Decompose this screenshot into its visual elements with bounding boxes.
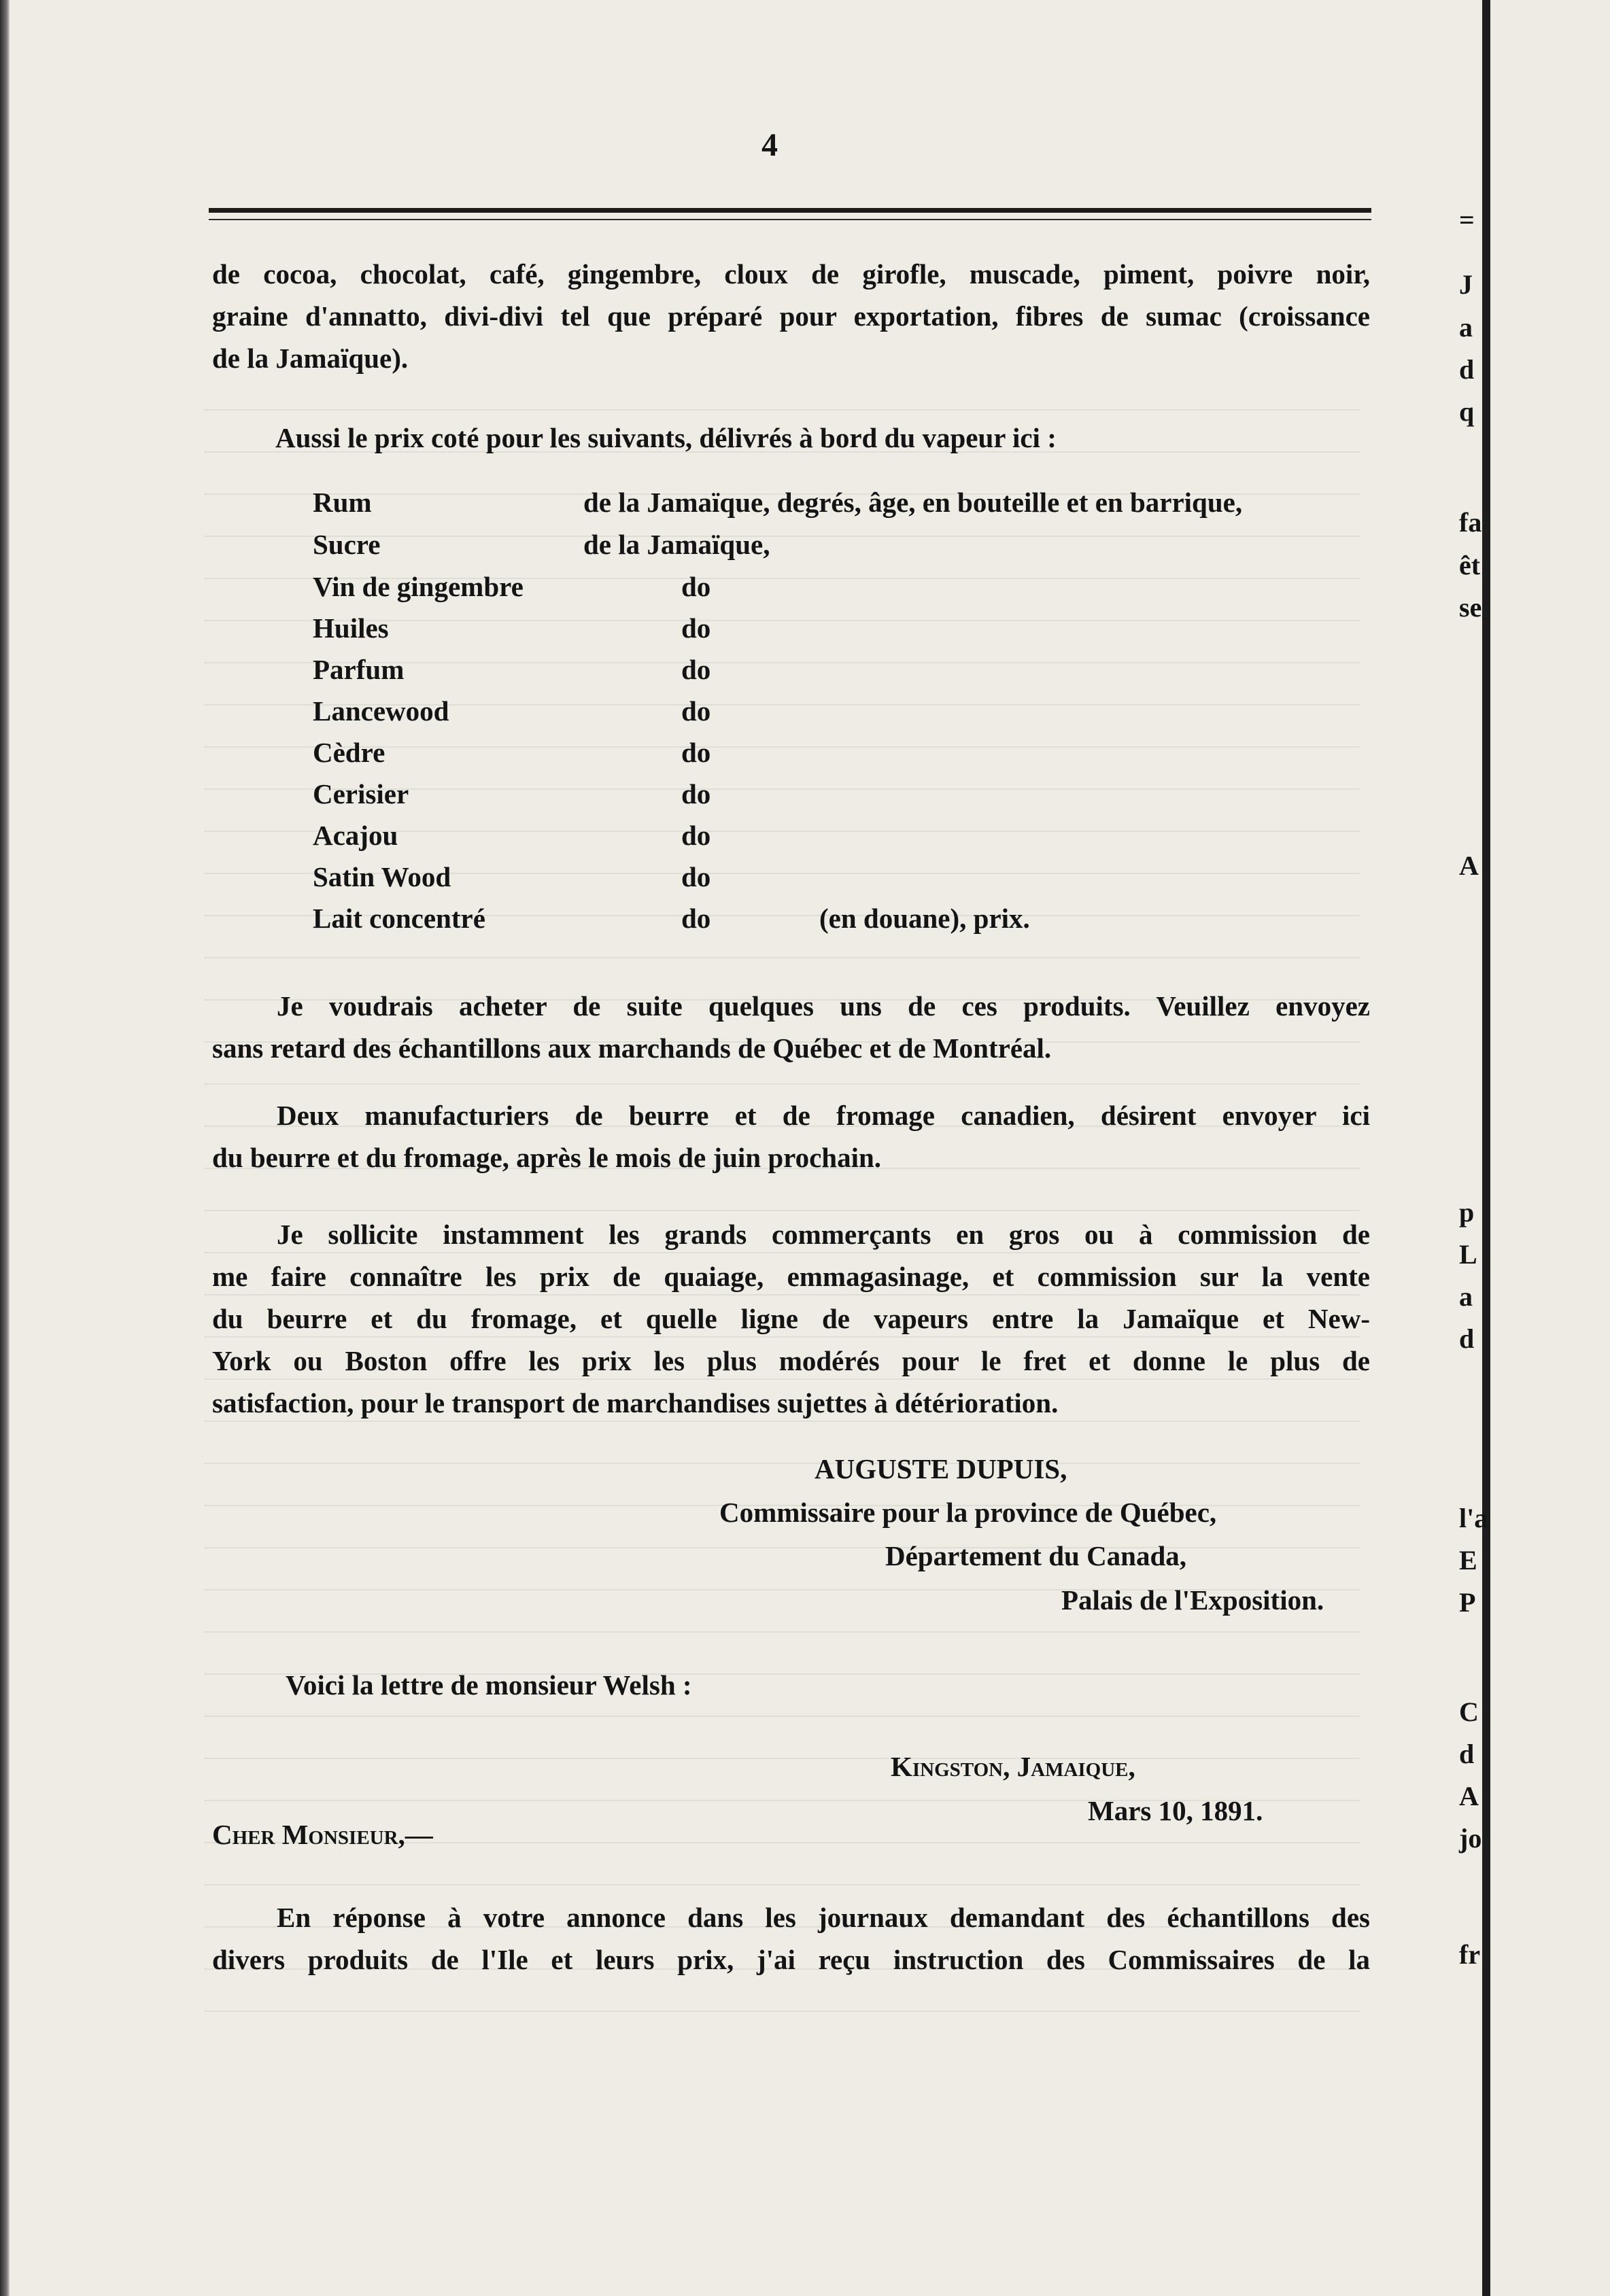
fragment-text: d [1459,1323,1475,1354]
fragment-text: J [1459,269,1473,300]
signature-title: Commissaire pour la province de Québec, [719,1497,1217,1528]
adjacent-page-fragment [1459,0,1610,2296]
voici-line: Voici la lettre de monsieur Welsh : [286,1669,692,1701]
fragment-text: p [1459,1197,1475,1228]
paragraph-line: du beurre et du fromage, et quelle ligne de vapeurs entre la Jamaïque et New- [212,1303,1370,1334]
paragraph-line: Je sollicite instamment les grands commerçants en gros ou à commission de [277,1219,1370,1250]
fragment-text: A [1459,850,1479,881]
paragraph-line: me faire connaître les prix de quaiage, emmagasinage, et commission sur la vente [212,1261,1370,1292]
paragraph-line: Deux manufacturiers de beurre et de fromage canadien, désirent envoyer ici [277,1100,1370,1131]
fragment-text: se [1459,592,1482,623]
product-name: Lancewood [313,695,449,727]
product-name: Huiles [313,612,389,644]
fragment-text: d [1459,1739,1475,1769]
paragraph-line: du beurre et du fromage, après le mois de juin prochain. [212,1142,882,1173]
fragment-text: fa [1459,507,1482,538]
ditto-mark: do [681,737,711,768]
product-name: Rum [313,487,372,518]
ditto-mark: do [681,654,711,685]
fragment-text: fr [1459,1939,1481,1970]
intro-line: de cocoa, chocolat, café, gingembre, cloux de girofle, muscade, piment, poivre noir, [212,258,1370,290]
paragraph-line: York ou Boston offre les prix les plus modérés pour le fret et donne le plus de [212,1345,1370,1376]
product-desc: de la Jamaïque, [583,529,770,560]
signature-name: AUGUSTE DUPUIS, [815,1453,1067,1484]
product-name: Cèdre [313,737,386,768]
fragment-text: L [1459,1239,1477,1270]
paragraph-line: satisfaction, pour le transport de marchandises sujettes à détérioration. [212,1387,1059,1419]
fragment-text: q [1459,396,1475,427]
paragraph-line: En réponse à votre annonce dans les journaux demandant des échantillons des [277,1902,1370,1933]
ditto-mark: do [681,612,711,644]
product-name: Satin Wood [313,861,451,892]
product-name: Cerisier [313,778,409,810]
letter-date: Mars 10, 1891. [1088,1795,1263,1826]
fragment-text: a [1459,1281,1473,1312]
fragment-text: P [1459,1587,1476,1618]
letter-place: Kingston, Jamaique, [891,1751,1135,1782]
ditto-mark: do [681,820,711,851]
fragment-text: E [1459,1545,1477,1576]
signature-place: Palais de l'Exposition. [1061,1584,1324,1616]
aussi-line: Aussi le prix coté pour les suivants, délivrés à bord du vapeur ici : [275,422,1057,453]
intro-line: de la Jamaïque). [212,343,409,374]
page-number: 4 [761,127,778,163]
fragment-text: C [1459,1697,1479,1727]
product-name: Parfum [313,654,405,685]
product-name: Sucre [313,529,381,560]
fragment-text: A [1459,1781,1479,1811]
fragment-text: a [1459,312,1473,343]
salutation: Cher Monsieur,— [212,1819,433,1850]
ditto-mark: do [681,571,711,602]
fragment-text: jo [1459,1823,1482,1854]
ditto-mark: do [681,695,711,727]
product-name: Vin de gingembre [313,571,524,602]
intro-line: graine d'annatto, divi-divi tel que préparé pour exportation, fibres de sumac (croissance [212,300,1370,332]
fragment-text: êt [1459,550,1481,580]
ditto-mark: do [681,903,711,934]
paragraph-line: sans retard des échantillons aux marchands de Québec et de Montréal. [212,1032,1052,1064]
ditto-mark: do [681,861,711,892]
fragment-text: d [1459,354,1475,385]
paragraph-line: Je voudrais acheter de suite quelques uns de ces produits. Veuillez envoyez [277,990,1370,1022]
fragment-text: l'a [1459,1503,1488,1533]
product-desc: de la Jamaïque, degrés, âge, en bouteille et en barrique, [583,487,1243,518]
product-name: Acajou [313,820,398,851]
fragment-text: = [1459,205,1475,235]
product-note: (en douane), prix. [819,903,1030,934]
signature-department: Département du Canada, [885,1540,1187,1571]
ditto-mark: do [681,778,711,810]
product-name: Lait concentré [313,903,485,934]
paragraph-line: divers produits de l'Ile et leurs prix, j'ai reçu instruction des Commissaires de la [212,1944,1370,1975]
